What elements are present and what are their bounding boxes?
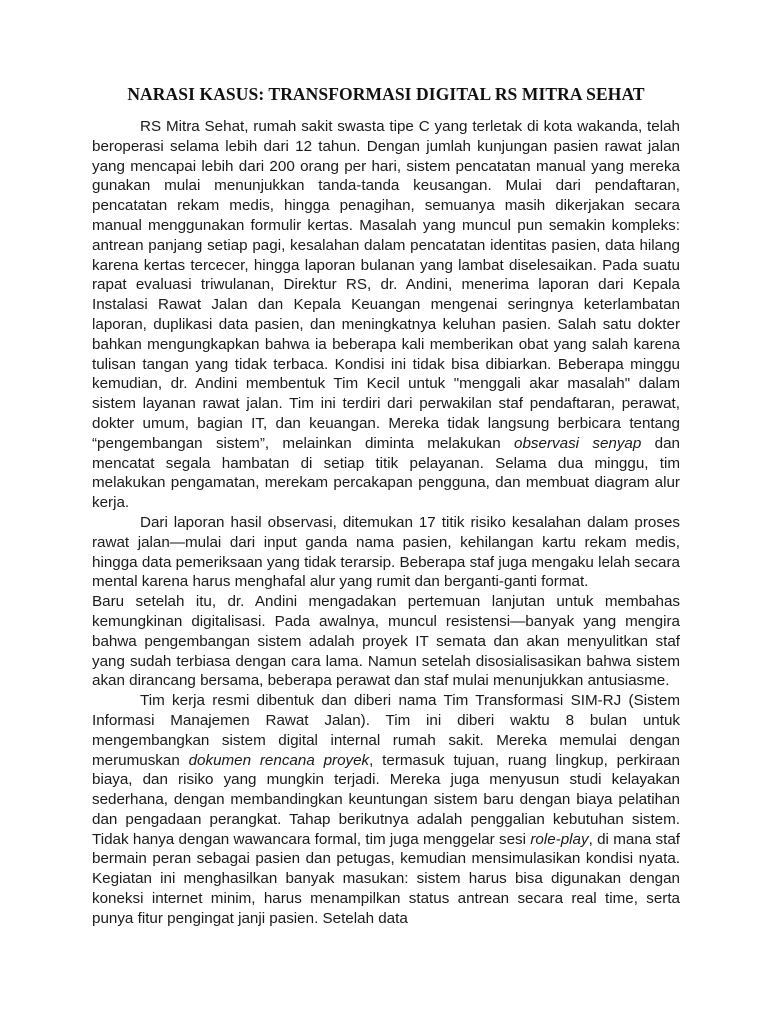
- paragraph-text-italic: role-play: [530, 830, 589, 848]
- paragraph-text: dan mencatat segala hambatan di setiap titik pelayanan. Selama dua minggu, tim melakukan pengamatan, merekam percakapan pengguna, dan membuat diagram alur kerja.: [92, 434, 680, 512]
- paragraph-1: [92, 117, 680, 513]
- paragraph-3: [92, 592, 680, 691]
- paragraph-text: , termasuk tujuan, ruang lingkup, perkiraan biaya, dan risiko yang mungkin terjadi. Mereka juga menyusun studi kelayakan sederhana, dengan membandingkan keuntungan sistem baru dengan biaya pelatihan dan pengadaan perangkat. Tahap berikutnya adalah penggalian kebutuhan sistem. Tidak hanya dengan wawancara formal, tim juga menggelar sesi: [92, 751, 680, 848]
- paragraph-text: , di mana staf bermain peran sebagai pasien dan petugas, kemudian mensimulasikan kondisi nyata. Kegiatan ini menghasilkan banyak masukan: sistem harus bisa digunakan dengan koneksi internet minim, harus menampilkan status antrean secara real time, serta punya fitur pengingat janji pasien. Setelah data: [92, 830, 680, 927]
- paragraph-text: RS Mitra Sehat, rumah sakit swasta tipe C yang terletak di kota wakanda, telah beroperasi selama lebih dari 12 tahun. Dengan jumlah kunjungan pasien rawat jalan yang mencapai lebih dari 200 orang per hari, sistem pencatatan manual yang mereka gunakan mulai menunjukkan tanda-tanda keusangan. Mulai dari pendaftaran, pencatatan rekam medis, hingga penagihan, semuanya masih dikerjakan secara manual menggunakan formulir kertas. Masalah yang muncul pun semakin kompleks: antrean panjang setiap pagi, kesalahan dalam pencatatan identitas pasien, data hilang karena kertas tercecer, hingga laporan bulanan yang lambat diselesaikan. Pada suatu rapat evaluasi triwulanan, Direktur RS, dr. Andini, menerima laporan dari Kepala Instalasi Rawat Jalan dan Kepala Keuangan mengenai seringnya keterlambatan laporan, duplikasi data pasien, dan meningkatnya keluhan pasien. Salah satu dokter bahkan mengungkapkan bahwa ia beberapa kali memberikan obat yang salah karena tulisan tangan yang tidak terbaca. Kondisi ini tidak bisa dibiarkan. Beberapa minggu kemudian, dr. Andini membentuk Tim Kecil untuk "menggali akar masalah" dalam sistem layanan rawat jalan. Tim ini terdiri dari perwakilan staf pendaftaran, perawat, dokter umum, bagian IT, dan keuangan. Mereka tidak langsung berbicara tentang “pengembangan sistem”, melainkan diminta melakukan: [92, 118, 680, 452]
- paragraph-text-italic: dokumen rencana proyek: [188, 751, 370, 769]
- paragraph-text: Dari laporan hasil observasi, ditemukan 17 titik risiko kesalahan dalam proses rawat jalan—mulai dari input ganda nama pasien, kehilangan kartu rekam medis, hingga data pemeriksaan yang tidak terarsip. Beberapa staf juga mengaku lelah secara mental karena harus menghafal alur yang rumit dan berganti-ganti format.: [92, 513, 680, 591]
- paragraph-text-italic: observasi senyap: [514, 434, 642, 452]
- paragraph-text: Baru setelah itu, dr. Andini mengadakan pertemuan lanjutan untuk membahas kemungkinan digitalisasi. Pada awalnya, muncul resistensi—banyak yang mengira bahwa pengembangan sistem adalah proyek IT semata dan akan menyulitkan staf yang sudah terbiasa dengan cara lama. Namun setelah disosialisasikan bahwa sistem akan dirancang bersama, beberapa perawat dan staf mulai menunjukkan antusiasme.: [92, 593, 680, 690]
- paragraph-text: Tim kerja resmi dibentuk dan diberi nama Tim Transformasi SIM-RJ (Sistem Informasi Manajemen Rawat Jalan). Tim ini diberi waktu 8 bulan untuk mengembangkan sistem digital internal rumah sakit. Mereka memulai dengan merumuskan: [92, 692, 680, 769]
- paragraph-4: [92, 691, 680, 929]
- document-title: NARASI KASUS: TRANSFORMASI DIGITAL RS MITRA SEHAT: [127, 84, 645, 104]
- paragraph-2: [92, 513, 680, 592]
- document-body: [92, 117, 680, 929]
